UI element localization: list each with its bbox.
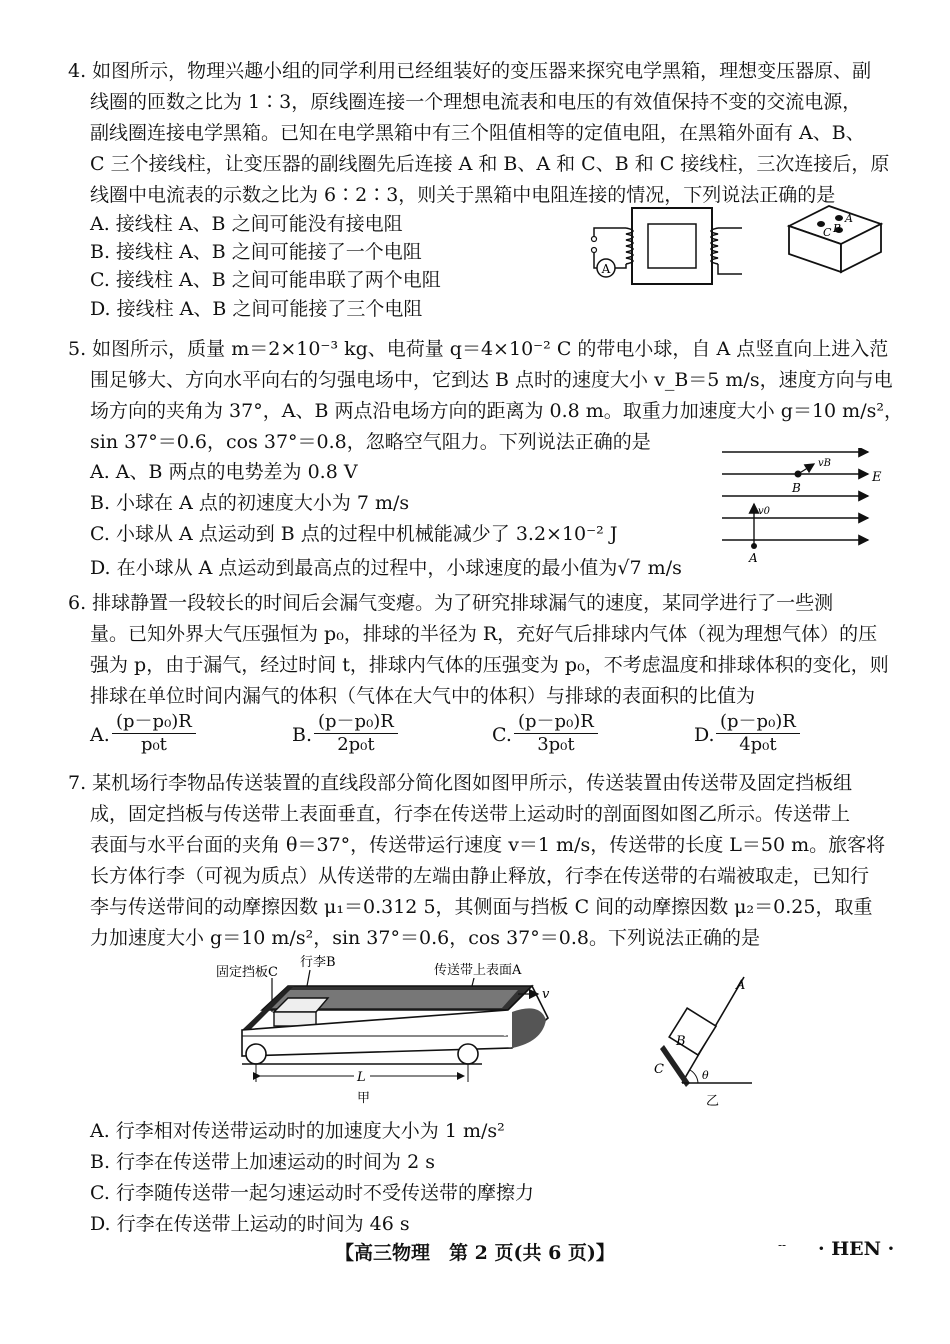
q4-option-c: C. 接线柱 A、B 之间可能串联了两个电阻	[90, 269, 441, 291]
q4-line-1: 4. 如图所示，物理兴趣小组的同学利用已经组装好的变压器来探究电学黑箱，理想变压器原、副	[68, 60, 872, 82]
q6-line-1: 6. 排球静置一段较长的时间后会漏气变瘪。为了研究排球漏气的速度，某同学进行了一些测	[68, 592, 834, 614]
q4-line-2: 线圈的匝数之比为 1∶3，原线圈连接一个理想电流表和电压的有效值保持不变的交流电源，	[90, 91, 862, 113]
q7-line-1: 7. 某机场行李物品传送装置的直线段部分简化图如图甲所示，传送装置由传送带及固定挡板组	[68, 772, 853, 794]
figure-jia-caption: 甲	[357, 1091, 371, 1104]
q6-option-b-fraction	[314, 711, 398, 756]
q6-line-3: 强为 p，由于漏气，经过时间 t，排球内气体的压强变为 p₀，不考虑温度和排球体积的变化，则	[90, 654, 889, 676]
luggage-b-label: 行李B	[300, 955, 336, 970]
q7-option-a: A. 行李相对传送带运动时的加速度大小为 1 m/s²	[90, 1120, 505, 1142]
q5-line-2: 围足够大、方向水平向右的匀强电场中，它到达 B 点时的速度大小 v_B＝5 m/s，速度方向与电	[90, 369, 893, 391]
q5-option-b: B. 小球在 A 点的初速度大小为 7 m/s	[90, 492, 410, 514]
yi-label-a: A	[736, 978, 746, 993]
theta-label-yi: θ	[702, 1069, 709, 1082]
q6-option-d-denominator: 4p₀t	[739, 734, 777, 755]
q6-option-b-label: B.	[292, 724, 313, 746]
q5-line-4: sin 37°＝0.6，cos 37°＝0.8，忽略空气阻力。下列说法正确的是	[90, 431, 651, 453]
ammeter-label: A	[601, 262, 611, 276]
q4-blackbox-figure	[785, 200, 885, 276]
theta-label-jia: θ	[502, 1025, 510, 1040]
box-label-a: A	[845, 212, 853, 225]
yi-label-b: B	[676, 1034, 686, 1049]
q5-electric-field-figure	[718, 448, 888, 568]
q6-option-d-fraction	[716, 711, 800, 756]
q6-option-b-numerator: (p－p₀)R	[314, 711, 398, 734]
figure-yi-caption: 乙	[706, 1094, 720, 1107]
surface-a-label: 传送带上表面A	[434, 963, 522, 978]
q5-option-c: C. 小球从 A 点运动到 B 点的过程中机械能减少了 3.2×10⁻² J	[90, 523, 618, 545]
q5-option-a: A. A、B 两点的电势差为 0.8 V	[90, 461, 358, 483]
q7-conveyor-figure-jia	[212, 952, 572, 1104]
box-label-b: B	[833, 222, 842, 235]
yi-label-c: C	[654, 1062, 664, 1077]
point-b-label: B	[792, 481, 801, 495]
field-label-e: E	[872, 470, 882, 485]
q4-option-d: D. 接线柱 A、B 之间可能接了三个电阻	[90, 298, 423, 320]
q6-option-a-label: A.	[90, 724, 110, 746]
q5-line-3: 场方向的夹角为 37°，A、B 两点沿电场方向的距离为 0.8 m。取重力加速度大小 g＝10 m/s²，	[90, 400, 903, 422]
q6-option-d-numerator: (p－p₀)R	[716, 711, 800, 734]
q6-option-c-numerator: (p－p₀)R	[514, 711, 598, 734]
q4-transformer-figure	[578, 196, 748, 296]
q4-line-5: 线圈中电流表的示数之比为 6∶2∶3，则关于黑箱中电阻连接的情况，下列说法正确的是	[90, 184, 836, 206]
q6-line-4: 排球在单位时间内漏气的体积（气体在大气中的体积）与排球的表面积的比值为	[90, 685, 756, 707]
length-l-label: L	[357, 1070, 366, 1085]
q7-option-d: D. 行李在传送带上运动的时间为 46 s	[90, 1213, 410, 1235]
q4-line-4: C 三个接线柱，让变压器的副线圈先后连接 A 和 B、A 和 C、B 和 C 接线柱，三次连接后，原	[90, 153, 890, 175]
footer-code: · HEN ·	[818, 1238, 895, 1260]
q7-line-5: 李与传送带间的动摩擦因数 μ₁＝0.312 5，其侧面与挡板 C 间的动摩擦因数 μ₂＝0.25，取重	[90, 896, 873, 918]
q6-line-2: 量。已知外界大气压强恒为 p₀，排球的半径为 R，充好气后排球内气体（视为理想气体）的压	[90, 623, 878, 645]
vb-label: vB	[818, 458, 831, 469]
q7-line-3: 表面与水平台面的夹角 θ＝37°，传送带运行速度 v＝1 m/s，传送带的长度 L＝50 m。旅客将	[90, 834, 886, 856]
q4-option-b: B. 接线柱 A、B 之间可能接了一个电阻	[90, 241, 422, 263]
footer-title: 【高三物理 第 2 页(共 6 页)】	[335, 1242, 615, 1264]
v-label: v	[542, 987, 550, 1002]
q6-option-a-fraction	[112, 711, 196, 756]
q7-option-c: C. 行李随传送带一起匀速运动时不受传送带的摩擦力	[90, 1182, 534, 1204]
q6-option-b-denominator: 2p₀t	[337, 734, 375, 755]
q7-line-6: 力加速度大小 g＝10 m/s²，sin 37°＝0.6，cos 37°＝0.8。下列说法正确的是	[90, 927, 760, 949]
q6-option-c-label: C.	[492, 724, 512, 746]
q5-option-d: D. 在小球从 A 点运动到最高点的过程中，小球速度的最小值为√7 m/s	[90, 557, 682, 579]
q7-line-2: 成，固定挡板与传送带上表面垂直，行李在传送带上运动时的剖面图如图乙所示。传送带上	[90, 803, 851, 825]
q5-line-1: 5. 如图所示，质量 m＝2×10⁻³ kg、电荷量 q＝4×10⁻² C 的带电小球，自 A 点竖直向上进入范	[68, 338, 889, 360]
q6-option-a-denominator: p₀t	[140, 734, 167, 755]
q6-option-a-numerator: (p－p₀)R	[112, 711, 196, 734]
q6-option-d-label: D.	[694, 724, 715, 746]
v0-label: v0	[758, 506, 771, 517]
q7-section-figure-yi	[648, 975, 768, 1107]
box-label-c: C	[823, 226, 832, 239]
footer-dash: --	[778, 1238, 787, 1252]
q4-line-3: 副线圈连接电学黑箱。已知在电学黑箱中有三个阻值相等的定值电阻，在黑箱外面有 A、B、	[90, 122, 865, 144]
q6-option-c-fraction	[514, 711, 598, 756]
q7-line-4: 长方体行李（可视为质点）从传送带的左端由静止释放，行李在传送带的右端被取走，已知行	[90, 865, 870, 887]
plate-c-label: 固定挡板C	[216, 965, 278, 980]
q7-option-b: B. 行李在传送带上加速运动的时间为 2 s	[90, 1151, 435, 1173]
q4-option-a: A. 接线柱 A、B 之间可能没有接电阻	[90, 213, 403, 235]
point-a-label: A	[749, 551, 758, 565]
q6-option-c-denominator: 3p₀t	[537, 734, 575, 755]
